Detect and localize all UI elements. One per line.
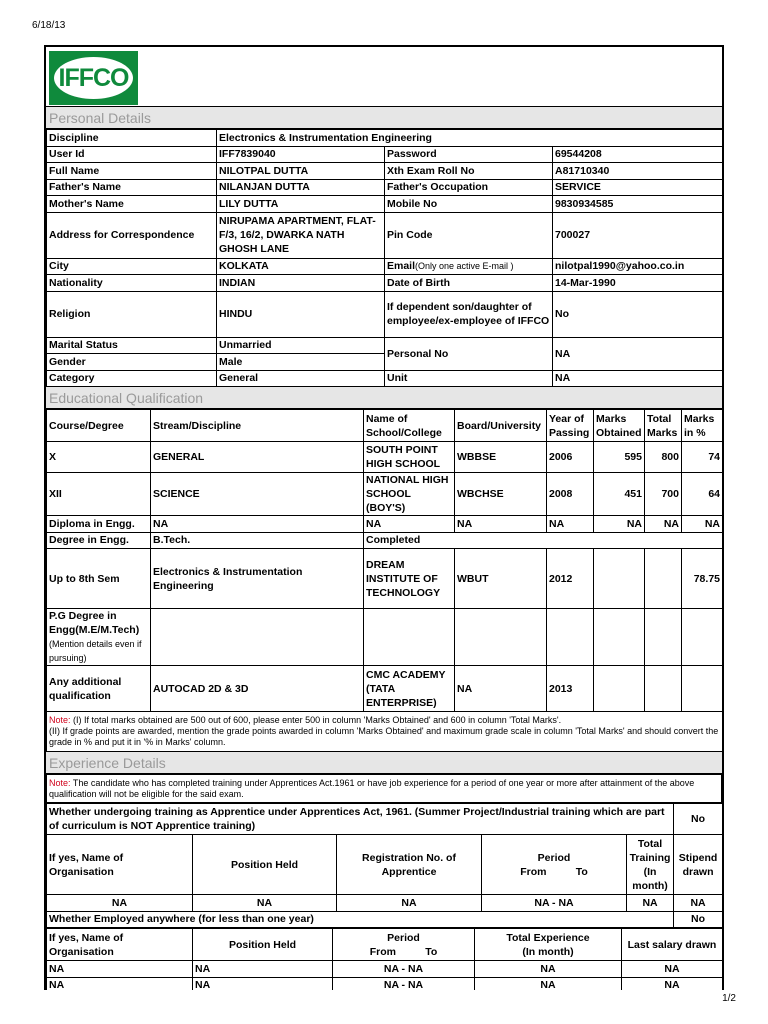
apprentice-table xyxy=(46,803,723,928)
total-experience-label: Total Experience xyxy=(506,931,590,944)
religion-label: Religion xyxy=(47,291,217,337)
edu-cell: 64 xyxy=(682,473,723,516)
employment-cell: NA xyxy=(475,977,622,990)
edu-cell: NA xyxy=(594,516,645,533)
note-label: Note: xyxy=(49,777,71,788)
edu-cell: WBBSE xyxy=(455,442,547,473)
degree-status: Completed xyxy=(364,532,723,549)
employment-cell: NA xyxy=(193,977,333,990)
degree-label: Degree in Engg. xyxy=(47,532,151,549)
experience-note-text: The candidate who has completed training under Apprentices Act.1961 or have job experience for a period of one year or more after attainment of the above qualification will not be eligible for the said exam. xyxy=(49,777,695,799)
edu-empty-cell xyxy=(594,609,645,666)
edu-header-stream: Stream/Discipline xyxy=(151,410,364,442)
email-label-text: Email xyxy=(387,260,416,273)
edu-cell: AUTOCAD 2D & 3D xyxy=(151,666,364,712)
apprentice-header-total-training: Total Training (In month) xyxy=(627,835,674,895)
employment-cell: NA xyxy=(622,977,723,990)
edu-cell: WBCHSE xyxy=(455,473,547,516)
employment-header-position: Position Held xyxy=(193,929,333,961)
edu-cell: X xyxy=(47,442,151,473)
degree-stream: B.Tech. xyxy=(151,532,364,549)
edu-cell: NA xyxy=(151,516,364,533)
dob-value: 14-Mar-1990 xyxy=(553,275,723,292)
iffco-logo xyxy=(49,51,138,105)
edu-empty-cell xyxy=(645,609,682,666)
edu-header-total-marks: Total Marks xyxy=(645,410,682,442)
edu-cell: 451 xyxy=(594,473,645,516)
apprentice-header-position: Position Held xyxy=(193,835,337,895)
address-value: NIRUPAMA APARTMENT, FLAT-F/3, 16/2, DWARKA NATH GHOSH LANE xyxy=(217,212,385,258)
employment-table xyxy=(46,928,723,990)
period-label: Period xyxy=(537,851,571,864)
section-personal-details: Personal Details xyxy=(46,107,722,129)
employment-header-last-salary: Last salary drawn xyxy=(622,929,723,961)
edu-cell: Diploma in Engg. xyxy=(47,516,151,533)
employment-cell: NA - NA xyxy=(333,961,475,978)
gender-value: Male xyxy=(217,354,385,371)
apprentice-cell: NA xyxy=(47,895,193,912)
note-line-1: (I) If total marks obtained are 500 out of 600, please enter 500 in column 'Marks Obtained' and 600 in column 'Total Marks'. xyxy=(70,715,562,725)
password-value: 69544208 xyxy=(553,146,723,163)
mobile-label: Mobile No xyxy=(385,196,553,213)
page-number: 1/2 xyxy=(722,993,736,1004)
pin-code-label: Pin Code xyxy=(385,212,553,258)
category-label: Category xyxy=(47,370,217,387)
edu-header-percent: Marks in % xyxy=(682,410,723,442)
user-id-value: IFF7839040 xyxy=(217,146,385,163)
experience-note xyxy=(47,775,722,803)
city-label: City xyxy=(47,258,217,275)
pin-code-value: 700027 xyxy=(553,212,723,258)
employment-cell: NA xyxy=(622,961,723,978)
edu-header-marks-obtained: Marks Obtained xyxy=(594,410,645,442)
note-label: Note: xyxy=(49,715,71,725)
apprentice-cell: NA xyxy=(627,895,674,912)
employed-question: Whether Employed anywhere (for less than one year) xyxy=(47,911,674,928)
dependent-label: If dependent son/daughter of employee/ex-employee of IFFCO xyxy=(385,291,553,337)
edu-cell: DREAM INSTITUTE OF TECHNOLOGY xyxy=(364,549,455,609)
discipline-label: Discipline xyxy=(47,130,217,147)
employment-cell: NA xyxy=(47,977,193,990)
pg-degree-text: P.G Degree in Engg(M.E/M.Tech) xyxy=(49,610,140,636)
unit-label: Unit xyxy=(385,370,553,387)
religion-value: HINDU xyxy=(217,291,385,337)
edu-cell xyxy=(594,549,645,609)
edu-cell xyxy=(594,666,645,712)
edu-cell: 800 xyxy=(645,442,682,473)
period-to-label: To xyxy=(425,945,438,958)
edu-header-school: Name of School/College xyxy=(364,410,455,442)
edu-cell: Electronics & Instrumentation Engineering xyxy=(151,549,364,609)
unit-value: NA xyxy=(553,370,723,387)
edu-cell xyxy=(645,549,682,609)
employment-cell: NA xyxy=(475,961,622,978)
edu-cell: 2013 xyxy=(547,666,594,712)
personal-no-label: Personal No xyxy=(385,337,553,370)
email-label-note: (Only one active E-mail ) xyxy=(415,261,514,272)
edu-header-board: Board/University xyxy=(455,410,547,442)
mother-name-value: LILY DUTTA xyxy=(217,196,385,213)
father-occupation-label: Father's Occupation xyxy=(385,179,553,196)
category-value: General xyxy=(217,370,385,387)
mother-name-label: Mother's Name xyxy=(47,196,217,213)
header-logo-row xyxy=(46,47,722,107)
edu-cell: Up to 8th Sem xyxy=(47,549,151,609)
nationality-label: Nationality xyxy=(47,275,217,292)
period-from-label: From xyxy=(520,865,547,878)
email-label xyxy=(385,258,553,275)
user-id-label: User Id xyxy=(47,146,217,163)
edu-cell: 2012 xyxy=(547,549,594,609)
edu-cell: NA xyxy=(364,516,455,533)
edu-header-year: Year of Passing xyxy=(547,410,594,442)
apprentice-header-org: If yes, Name of Organisation xyxy=(47,835,193,895)
apprentice-header-period xyxy=(482,835,627,895)
employment-header-org: If yes, Name of Organisation xyxy=(47,929,193,961)
mobile-value: 9830934585 xyxy=(553,196,723,213)
discipline-value: Electronics & Instrumentation Engineering xyxy=(217,130,723,147)
total-experience-unit: (In month) xyxy=(522,945,574,958)
edu-cell: 595 xyxy=(594,442,645,473)
employment-cell: NA xyxy=(193,961,333,978)
section-experience-details: Experience Details xyxy=(46,752,722,774)
edu-cell: 74 xyxy=(682,442,723,473)
employment-header-period xyxy=(333,929,475,961)
edu-cell: SCIENCE xyxy=(151,473,364,516)
edu-cell: XII xyxy=(47,473,151,516)
edu-cell: 2006 xyxy=(547,442,594,473)
father-occupation-value: SERVICE xyxy=(553,179,723,196)
pg-degree-note: (Mention details even if pursuing) xyxy=(49,639,142,663)
apprentice-answer: No xyxy=(674,804,723,835)
edu-cell: 2008 xyxy=(547,473,594,516)
apprentice-question: Whether undergoing training as Apprentice under Apprentices Act, 1961. (Summer Project/Industrial training which are part of curriculum is NOT Apprentice training) xyxy=(47,804,674,835)
edu-empty-cell xyxy=(151,609,364,666)
note-line-2: (II) If grade points are awarded, mention the grade points awarded in column 'Marks Obtained' and maximum grade scale in column 'Total Marks' and should convert the grade in % and put it in '% in Marks' column. xyxy=(49,726,719,747)
edu-cell: NA xyxy=(455,516,547,533)
edu-cell: NA xyxy=(645,516,682,533)
password-label: Password xyxy=(385,146,553,163)
father-name-label: Father's Name xyxy=(47,179,217,196)
apprentice-header-registration: Registration No. of Apprentice xyxy=(337,835,482,895)
gender-label: Gender xyxy=(47,354,217,371)
apprentice-cell: NA - NA xyxy=(482,895,627,912)
address-label: Address for Correspondence xyxy=(47,212,217,258)
roll-no-value: A81710340 xyxy=(553,163,723,180)
edu-empty-cell xyxy=(455,609,547,666)
logo-oval xyxy=(54,57,133,99)
edu-header-course: Course/Degree xyxy=(47,410,151,442)
edu-cell: NA xyxy=(682,516,723,533)
edu-cell: NA xyxy=(455,666,547,712)
employment-cell: NA xyxy=(47,961,193,978)
edu-cell: 78.75 xyxy=(682,549,723,609)
period-to-label: To xyxy=(575,865,588,878)
father-name-value: NILANJAN DUTTA xyxy=(217,179,385,196)
edu-cell: NA xyxy=(547,516,594,533)
section-educational-qualification: Educational Qualification xyxy=(46,387,722,409)
full-name-value: NILOTPAL DUTTA xyxy=(217,163,385,180)
employment-cell: NA - NA xyxy=(333,977,475,990)
employment-header-total-experience xyxy=(475,929,622,961)
apprentice-cell: NA xyxy=(337,895,482,912)
edu-empty-cell xyxy=(547,609,594,666)
apprentice-header-stipend: Stipend drawn xyxy=(674,835,723,895)
edu-cell: CMC ACADEMY (TATA ENTERPRISE) xyxy=(364,666,455,712)
edu-cell: 700 xyxy=(645,473,682,516)
logo-text: IFFCO xyxy=(58,63,129,92)
roll-no-label: Xth Exam Roll No xyxy=(385,163,553,180)
edu-cell: Any additional qualification xyxy=(47,666,151,712)
print-date: 6/18/13 xyxy=(32,20,66,31)
pg-degree-label xyxy=(47,609,151,666)
education-note xyxy=(47,712,723,752)
dependent-value: No xyxy=(553,291,723,337)
apprentice-cell: NA xyxy=(674,895,723,912)
full-name-label: Full Name xyxy=(47,163,217,180)
edu-empty-cell xyxy=(364,609,455,666)
edu-empty-cell xyxy=(682,609,723,666)
city-value: KOLKATA xyxy=(217,258,385,275)
edu-cell: WBUT xyxy=(455,549,547,609)
edu-cell xyxy=(682,666,723,712)
personal-no-value: NA xyxy=(553,337,723,370)
edu-cell: NATIONAL HIGH SCHOOL (BOY'S) xyxy=(364,473,455,516)
edu-cell xyxy=(645,666,682,712)
edu-cell: GENERAL xyxy=(151,442,364,473)
edu-cell: SOUTH POINT HIGH SCHOOL xyxy=(364,442,455,473)
nationality-value: INDIAN xyxy=(217,275,385,292)
education-table xyxy=(46,409,723,752)
marital-value: Unmarried xyxy=(217,337,385,354)
dob-label: Date of Birth xyxy=(385,275,553,292)
personal-details-table xyxy=(46,129,723,387)
email-value: nilotpal1990@yahoo.co.in xyxy=(553,258,723,275)
period-from-label: From xyxy=(369,945,396,958)
apprentice-cell: NA xyxy=(193,895,337,912)
application-form xyxy=(44,45,724,990)
employed-answer: No xyxy=(674,911,723,928)
period-label: Period xyxy=(387,931,420,944)
marital-label: Marital Status xyxy=(47,337,217,354)
experience-note-table xyxy=(46,774,722,803)
